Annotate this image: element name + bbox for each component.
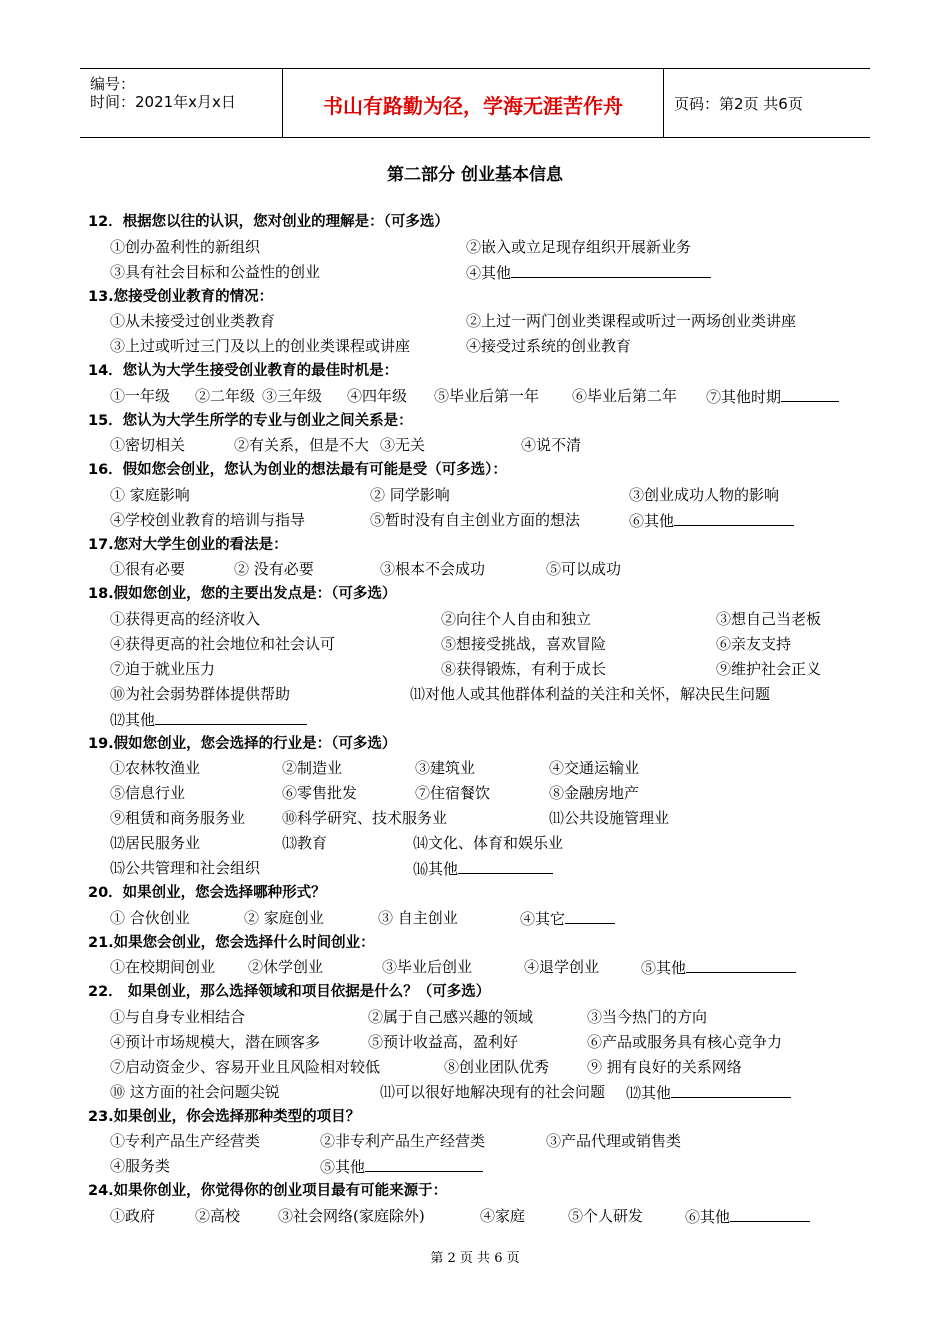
fill-in-blank[interactable] bbox=[686, 955, 796, 973]
answer-option-label: ⑦迫于就业压力 bbox=[110, 659, 216, 678]
option-row bbox=[88, 1005, 868, 1030]
fill-in-blank[interactable] bbox=[155, 707, 307, 725]
option-row bbox=[88, 657, 868, 682]
answer-option-label: ④获得更高的社会地位和社会认可 bbox=[110, 634, 336, 653]
answer-option-label: ⑿其他 bbox=[110, 710, 156, 729]
answer-option[interactable] bbox=[546, 1129, 681, 1154]
answer-option-label: ①获得更高的经济收入 bbox=[110, 609, 261, 628]
answer-option[interactable] bbox=[110, 657, 215, 682]
option-row bbox=[88, 483, 868, 508]
answer-option[interactable] bbox=[262, 384, 322, 409]
answer-option-label: ④说不清 bbox=[521, 436, 582, 454]
answer-option-label: ③根本不会成功 bbox=[380, 560, 486, 578]
answer-option[interactable] bbox=[441, 607, 591, 632]
answer-option[interactable] bbox=[320, 1129, 485, 1154]
answer-option[interactable] bbox=[195, 1204, 240, 1229]
answer-option[interactable] bbox=[110, 1080, 280, 1105]
answer-option[interactable] bbox=[110, 1030, 320, 1055]
answer-option-label: ⑾可以很好地解决现有的社会问题 bbox=[380, 1082, 606, 1101]
answer-option-label: ④家庭 bbox=[480, 1206, 526, 1225]
motto-text: 书山有路勤为径，学海无涯苦作舟 bbox=[323, 94, 623, 118]
answer-option-label: ③上过或听过三门及以上的创业类课程或讲座 bbox=[110, 337, 411, 355]
question-title: 22． 如果创业，那么选择领域和项目依据是什么？（可多选） bbox=[88, 984, 491, 1000]
answer-option-label: ②属于自己感兴趣的领域 bbox=[368, 1007, 534, 1026]
answer-option-label: ⑥零售批发 bbox=[282, 784, 358, 802]
answer-option-label: ①政府 bbox=[110, 1206, 156, 1225]
answer-option-label: ⑩科学研究、技术服务业 bbox=[282, 809, 448, 827]
answer-option[interactable] bbox=[444, 1055, 549, 1080]
answer-option[interactable] bbox=[234, 557, 314, 582]
answer-option[interactable] bbox=[110, 508, 305, 533]
answer-option-label: ⑥其他 bbox=[685, 1207, 731, 1226]
section-title: 第二部分 创业基本信息 bbox=[387, 165, 563, 185]
answer-option[interactable] bbox=[110, 334, 410, 359]
answer-option[interactable] bbox=[716, 657, 821, 682]
answer-option-label: ②制造业 bbox=[282, 759, 343, 777]
answer-option[interactable] bbox=[587, 1030, 782, 1055]
answer-option[interactable] bbox=[466, 260, 711, 286]
answer-option-label: ⑧创业团队优秀 bbox=[444, 1057, 550, 1076]
option-row bbox=[88, 309, 868, 334]
answer-option-label: ⑤个人研发 bbox=[568, 1206, 644, 1225]
answer-option-label: ⑨ 拥有良好的关系网络 bbox=[587, 1057, 742, 1076]
answer-option-label: ⑿其他 bbox=[626, 1083, 672, 1102]
answer-option-label: ⑨租赁和商务服务业 bbox=[110, 809, 246, 827]
answer-option-label: ⒃其他 bbox=[413, 860, 459, 878]
answer-option-label: ⑤其他 bbox=[320, 1158, 366, 1176]
question-title: 20．如果创业，您会选择哪种形式？ bbox=[88, 885, 326, 901]
answer-option[interactable] bbox=[320, 1154, 483, 1180]
answer-option[interactable] bbox=[110, 856, 260, 881]
answer-option[interactable] bbox=[110, 632, 335, 657]
option-row bbox=[88, 557, 868, 582]
document-number-label: 编号： bbox=[90, 75, 136, 93]
answer-option[interactable] bbox=[434, 384, 539, 409]
question-title: 13.您接受创业教育的情况： bbox=[88, 288, 274, 305]
fill-in-blank[interactable] bbox=[565, 906, 615, 924]
answer-option[interactable] bbox=[110, 781, 185, 806]
answer-option[interactable] bbox=[110, 1154, 170, 1179]
fill-in-blank[interactable] bbox=[674, 508, 794, 526]
fill-in-blank[interactable] bbox=[671, 1080, 791, 1098]
answer-option[interactable] bbox=[568, 1204, 643, 1229]
answer-option[interactable] bbox=[549, 781, 639, 806]
answer-option[interactable] bbox=[441, 632, 606, 657]
answer-option-label: ⑤信息行业 bbox=[110, 784, 186, 802]
answer-option-label: ①农林牧渔业 bbox=[110, 759, 201, 777]
answer-option-label: ③建筑业 bbox=[415, 759, 476, 777]
answer-option-label: ②有关系，但是不大 bbox=[234, 436, 370, 454]
answer-option[interactable] bbox=[110, 384, 170, 409]
option-row bbox=[88, 1080, 868, 1105]
answer-option-label: ⑥产品或服务具有核心竞争力 bbox=[587, 1032, 783, 1051]
answer-option[interactable] bbox=[572, 384, 677, 409]
answer-option-label: ⑤预计收益高，盈利好 bbox=[368, 1032, 519, 1051]
option-row bbox=[88, 955, 868, 980]
header-right-cell bbox=[664, 69, 870, 137]
option-row bbox=[88, 1055, 868, 1080]
answer-option[interactable] bbox=[110, 1055, 380, 1080]
answer-option-label: ⑤暂时没有自主创业方面的想法 bbox=[370, 510, 581, 529]
answer-option-label: ⑦启动资金少、容易开业且风险相对较低 bbox=[110, 1057, 381, 1076]
document-date-label: 时间：2021年x月x日 bbox=[90, 93, 236, 111]
answer-option-label: ①密切相关 bbox=[110, 436, 186, 454]
question-title: 19.假如您创业，您会选择的行业是：（可多选） bbox=[88, 735, 397, 752]
answer-option[interactable] bbox=[626, 1080, 791, 1106]
answer-option[interactable] bbox=[466, 334, 631, 359]
answer-option[interactable] bbox=[282, 806, 447, 831]
answer-option-label: ② 没有必要 bbox=[234, 560, 314, 578]
answer-option[interactable] bbox=[380, 557, 485, 582]
answer-option-label: ⒀教育 bbox=[282, 834, 328, 852]
answer-option[interactable] bbox=[110, 831, 200, 856]
answer-option[interactable] bbox=[466, 309, 796, 334]
question-title: 14．您认为大学生接受创业教育的最佳时机是： bbox=[88, 363, 399, 379]
answer-option-label: ③无关 bbox=[380, 436, 426, 454]
answer-option-label: ④退学创业 bbox=[524, 958, 600, 976]
answer-option[interactable] bbox=[480, 1204, 525, 1229]
answer-option-label: ①与自身专业相结合 bbox=[110, 1007, 246, 1026]
answer-option-label: ⑿居民服务业 bbox=[110, 834, 201, 852]
answer-option-label: ⑧获得锻炼，有利于成长 bbox=[441, 659, 607, 678]
answer-option-label: ②非专利产品生产经营类 bbox=[320, 1132, 486, 1150]
answer-option[interactable] bbox=[110, 682, 290, 707]
option-row bbox=[88, 1154, 868, 1179]
answer-option-label: ④其他 bbox=[466, 263, 512, 282]
answer-option-label: ④服务类 bbox=[110, 1157, 171, 1175]
answer-option[interactable] bbox=[110, 309, 275, 334]
answer-option[interactable] bbox=[110, 607, 260, 632]
option-row bbox=[88, 781, 868, 806]
answer-option-label: ③创业成功人物的影响 bbox=[629, 485, 780, 504]
option-row bbox=[88, 756, 868, 781]
question-title: 12．根据您以往的认识，您对创业的理解是：（可多选） bbox=[88, 214, 449, 230]
answer-option-label: ②高校 bbox=[195, 1206, 241, 1225]
option-row bbox=[88, 1030, 868, 1055]
answer-option[interactable] bbox=[641, 955, 796, 981]
answer-option-label: ② 同学影响 bbox=[370, 485, 450, 504]
option-row bbox=[88, 260, 868, 285]
answer-option[interactable] bbox=[524, 955, 599, 980]
questionnaire bbox=[88, 210, 868, 1229]
answer-option-label: ③社会网络(家庭除外) bbox=[278, 1206, 425, 1225]
answer-option-label: ④预计市场规模大，潜在顾客多 bbox=[110, 1032, 321, 1051]
answer-option-label: ③产品代理或销售类 bbox=[546, 1132, 682, 1150]
answer-option[interactable] bbox=[370, 508, 580, 533]
answer-option[interactable] bbox=[629, 508, 794, 534]
answer-option[interactable] bbox=[282, 756, 342, 781]
question-title: 16．假如您会创业，您认为创业的想法最有可能是受（可多选）： bbox=[88, 462, 507, 478]
answer-option-label: ② 家庭创业 bbox=[244, 908, 324, 927]
answer-option-label: ⑤其他 bbox=[641, 959, 687, 977]
answer-option[interactable] bbox=[110, 1005, 245, 1030]
option-row bbox=[88, 384, 868, 409]
answer-option[interactable] bbox=[278, 1204, 425, 1229]
answer-option[interactable] bbox=[380, 1080, 605, 1105]
answer-option-label: ①在校期间创业 bbox=[110, 958, 216, 976]
answer-option[interactable] bbox=[413, 831, 563, 856]
answer-option[interactable] bbox=[716, 607, 821, 632]
answer-option-label: ②嵌入或立足现存组织开展新业务 bbox=[466, 237, 692, 256]
answer-option[interactable] bbox=[110, 756, 200, 781]
answer-option[interactable] bbox=[110, 557, 185, 582]
answer-option[interactable] bbox=[587, 1055, 742, 1080]
answer-option[interactable] bbox=[195, 384, 255, 409]
answer-option[interactable] bbox=[546, 557, 621, 582]
page-number-label: 页码：第2页 共6页 bbox=[674, 95, 803, 113]
answer-option-label: ①从未接受过创业类教育 bbox=[110, 312, 276, 330]
answer-option-label: ⒁文化、体育和娱乐业 bbox=[413, 834, 564, 852]
option-row bbox=[88, 906, 868, 931]
option-row bbox=[88, 806, 868, 831]
answer-option[interactable] bbox=[368, 1005, 533, 1030]
answer-option-label: ⒂公共管理和社会组织 bbox=[110, 859, 261, 877]
answer-option-label: ⑦住宿餐饮 bbox=[415, 784, 491, 802]
answer-option[interactable] bbox=[587, 1005, 707, 1030]
option-row bbox=[88, 235, 868, 260]
answer-option-label: ④其它 bbox=[520, 909, 566, 928]
answer-option[interactable] bbox=[410, 682, 770, 707]
answer-option[interactable] bbox=[110, 1129, 260, 1154]
answer-option-label: ②向往个人自由和独立 bbox=[441, 609, 592, 628]
answer-option[interactable] bbox=[415, 781, 490, 806]
answer-option-label: ②二年级 bbox=[195, 386, 256, 405]
answer-option[interactable] bbox=[234, 433, 369, 458]
answer-option[interactable] bbox=[110, 260, 320, 285]
answer-option-label: ① 家庭影响 bbox=[110, 485, 190, 504]
answer-option[interactable] bbox=[368, 1030, 518, 1055]
option-row bbox=[88, 707, 868, 732]
answer-option-label: ①很有必要 bbox=[110, 560, 186, 578]
answer-option[interactable] bbox=[370, 483, 450, 508]
answer-option-label: ③ 自主创业 bbox=[378, 908, 458, 927]
option-row bbox=[88, 632, 868, 657]
answer-option[interactable] bbox=[413, 856, 553, 882]
answer-option-label: ⑩ 这方面的社会问题尖锐 bbox=[110, 1082, 280, 1101]
option-row bbox=[88, 334, 868, 359]
answer-option-label: ③毕业后创业 bbox=[382, 958, 473, 976]
answer-option[interactable] bbox=[549, 756, 639, 781]
answer-option[interactable] bbox=[110, 955, 215, 980]
answer-option[interactable] bbox=[347, 384, 407, 409]
answer-option[interactable] bbox=[282, 781, 357, 806]
answer-option[interactable] bbox=[716, 632, 791, 657]
answer-option[interactable] bbox=[110, 707, 307, 733]
answer-option[interactable] bbox=[110, 433, 185, 458]
option-row bbox=[88, 682, 868, 707]
question-title: 23.如果创业，你会选择那种类型的项目？ bbox=[88, 1108, 361, 1125]
answer-option[interactable] bbox=[380, 433, 425, 458]
answer-option-label: ⑥其他 bbox=[629, 511, 675, 530]
option-row bbox=[88, 508, 868, 533]
answer-option[interactable] bbox=[521, 433, 581, 458]
answer-option-label: ①一年级 bbox=[110, 386, 171, 405]
answer-option-label: ⑤想接受挑战，喜欢冒险 bbox=[441, 634, 607, 653]
answer-option-label: ⑤毕业后第一年 bbox=[434, 386, 540, 405]
fill-in-blank[interactable] bbox=[365, 1154, 483, 1172]
answer-option-label: ⑩为社会弱势群体提供帮助 bbox=[110, 684, 291, 703]
option-row bbox=[88, 831, 868, 856]
option-row bbox=[88, 433, 868, 458]
answer-option[interactable] bbox=[248, 955, 323, 980]
answer-option-label: ③当今热门的方向 bbox=[587, 1007, 708, 1026]
answer-option-label: ④交通运输业 bbox=[549, 759, 640, 777]
answer-option-label: ①专利产品生产经营类 bbox=[110, 1132, 261, 1150]
answer-option-label: ③想自己当老板 bbox=[716, 609, 822, 628]
answer-option[interactable] bbox=[378, 906, 458, 931]
answer-option[interactable] bbox=[415, 756, 475, 781]
answer-option[interactable] bbox=[629, 483, 779, 508]
answer-option[interactable] bbox=[244, 906, 324, 931]
answer-option-label: ①创办盈利性的新组织 bbox=[110, 237, 261, 256]
question-title: 15．您认为大学生所学的专业与创业之间关系是： bbox=[88, 412, 413, 429]
answer-option-label: ⑧金融房地产 bbox=[549, 784, 640, 802]
question-title: 21.如果您会创业，您会选择什么时间创业： bbox=[88, 934, 375, 951]
answer-option[interactable] bbox=[110, 906, 190, 931]
answer-option[interactable] bbox=[110, 235, 260, 260]
answer-option-label: ④接受过系统的创业教育 bbox=[466, 337, 632, 355]
option-row bbox=[88, 856, 868, 881]
answer-option-label: ⑾公共设施管理业 bbox=[549, 809, 670, 827]
answer-option[interactable] bbox=[110, 1204, 155, 1229]
answer-option-label: ②休学创业 bbox=[248, 958, 324, 976]
question-title: 17.您对大学生创业的看法是： bbox=[88, 536, 288, 553]
answer-option[interactable] bbox=[685, 1204, 810, 1230]
answer-option-label: ⑦其他时期 bbox=[706, 387, 782, 406]
page-header bbox=[80, 68, 870, 138]
answer-option[interactable] bbox=[110, 483, 190, 508]
answer-option-label: ⑾对他人或其他群体利益的关注和关怀，解决民生问题 bbox=[410, 684, 771, 703]
answer-option-label: ③具有社会目标和公益性的创业 bbox=[110, 262, 321, 281]
answer-option[interactable] bbox=[549, 806, 669, 831]
answer-option[interactable] bbox=[282, 831, 327, 856]
answer-option-label: ④四年级 bbox=[347, 386, 408, 405]
header-left-cell bbox=[80, 69, 283, 137]
answer-option-label: ③三年级 bbox=[262, 386, 323, 405]
answer-option-label: ① 合伙创业 bbox=[110, 908, 190, 927]
fill-in-blank[interactable] bbox=[458, 856, 553, 874]
answer-option-label: ④学校创业教育的培训与指导 bbox=[110, 510, 306, 529]
answer-option[interactable] bbox=[520, 906, 615, 932]
answer-option[interactable] bbox=[110, 806, 245, 831]
fill-in-blank[interactable] bbox=[730, 1204, 810, 1222]
question-title: 24.如果你创业，你觉得你的创业项目最有可能来源于： bbox=[88, 1183, 448, 1199]
answer-option-label: ⑥毕业后第二年 bbox=[572, 386, 678, 405]
question-title: 18.假如您创业，您的主要出发点是：（可多选） bbox=[88, 586, 397, 602]
answer-option[interactable] bbox=[466, 235, 691, 260]
answer-option-label: ⑤可以成功 bbox=[546, 560, 622, 578]
answer-option[interactable] bbox=[382, 955, 472, 980]
header-middle-cell bbox=[283, 69, 664, 137]
page-footer: 第 2 页 共 6 页 bbox=[430, 1251, 520, 1266]
answer-option-label: ②上过一两门创业类课程或听过一两场创业类讲座 bbox=[466, 312, 797, 330]
option-row bbox=[88, 1129, 868, 1154]
fill-in-blank[interactable] bbox=[511, 260, 711, 278]
answer-option[interactable] bbox=[441, 657, 606, 682]
answer-option[interactable] bbox=[706, 384, 839, 410]
fill-in-blank[interactable] bbox=[781, 384, 839, 402]
option-row bbox=[88, 607, 868, 632]
answer-option-label: ⑥亲友支持 bbox=[716, 634, 792, 653]
answer-option-label: ⑨维护社会正义 bbox=[716, 659, 822, 678]
option-row bbox=[88, 1204, 868, 1229]
